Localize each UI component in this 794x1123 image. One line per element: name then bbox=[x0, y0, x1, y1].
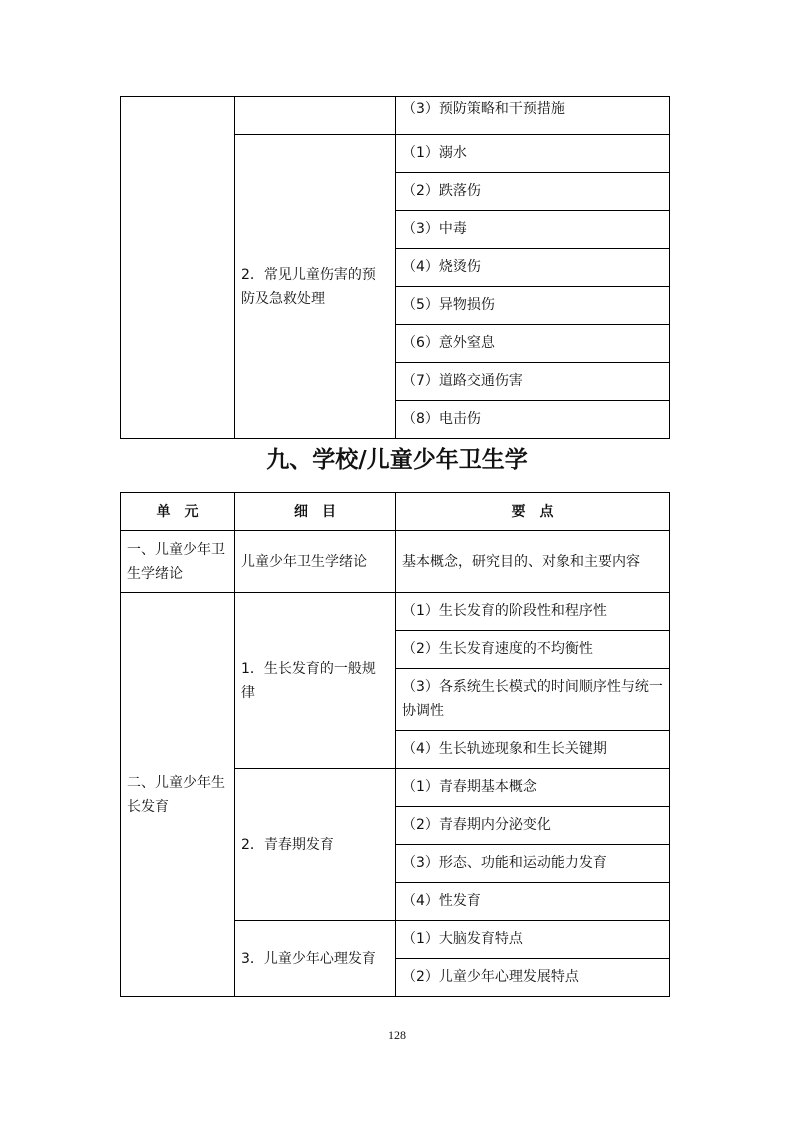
unit-cell-empty bbox=[121, 97, 235, 439]
table-row bbox=[121, 531, 670, 593]
point-cell: （1）生长发育的阶段性和程序性 bbox=[396, 593, 670, 631]
point-cell: （4）性发育 bbox=[396, 883, 670, 921]
detail-cell: 1．生长发育的一般规律 bbox=[235, 593, 396, 769]
point-cell: （3）中毒 bbox=[396, 211, 670, 249]
point-cell: （3）各系统生长模式的时间顺序性与统一协调性 bbox=[396, 669, 670, 731]
point-cell: （2）生长发育速度的不均衡性 bbox=[396, 631, 670, 669]
header-detail: 细 目 bbox=[235, 493, 396, 531]
detail-cell: 2．青春期发育 bbox=[235, 769, 396, 921]
header-unit: 单 元 bbox=[121, 493, 235, 531]
point-cell: （3）形态、功能和运动能力发育 bbox=[396, 845, 670, 883]
point-cell: （4）生长轨迹现象和生长关键期 bbox=[396, 731, 670, 769]
point-cell: （1）青春期基本概念 bbox=[396, 769, 670, 807]
point-cell: （1）大脑发育特点 bbox=[396, 921, 670, 959]
unit-cell: 一、儿童少年卫生学绪论 bbox=[121, 531, 235, 593]
point-cell: （2）儿童少年心理发展特点 bbox=[396, 959, 670, 997]
point-cell: （6）意外窒息 bbox=[396, 325, 670, 363]
point-cell: （8）电击伤 bbox=[396, 401, 670, 439]
detail-cell: 儿童少年卫生学绪论 bbox=[235, 531, 396, 593]
detail-cell: 2．常见儿童伤害的预防及急救处理 bbox=[235, 135, 396, 439]
detail-cell: 3．儿童少年心理发育 bbox=[235, 921, 396, 997]
point-cell: （2）青春期内分泌变化 bbox=[396, 807, 670, 845]
point-cell: （7）道路交通伤害 bbox=[396, 363, 670, 401]
table-header-row bbox=[121, 493, 670, 531]
point-cell: （2）跌落伤 bbox=[396, 173, 670, 211]
point-cell: （3）预防策略和干预措施 bbox=[396, 97, 670, 135]
unit-cell: 二、儿童少年生长发育 bbox=[121, 593, 235, 997]
syllabus-table bbox=[120, 492, 670, 997]
point-cell: （4）烧烫伤 bbox=[396, 249, 670, 287]
page-number: 128 bbox=[388, 1028, 406, 1042]
point-cell: （5）异物损伤 bbox=[396, 287, 670, 325]
detail-cell-empty bbox=[235, 97, 396, 135]
point-cell: （1）溺水 bbox=[396, 135, 670, 173]
section-title: 九、学校/儿童少年卫生学 bbox=[266, 446, 528, 473]
point-cell: 基本概念，研究目的、对象和主要内容 bbox=[396, 531, 670, 593]
header-points: 要 点 bbox=[396, 493, 670, 531]
syllabus-table-continued bbox=[120, 96, 670, 439]
